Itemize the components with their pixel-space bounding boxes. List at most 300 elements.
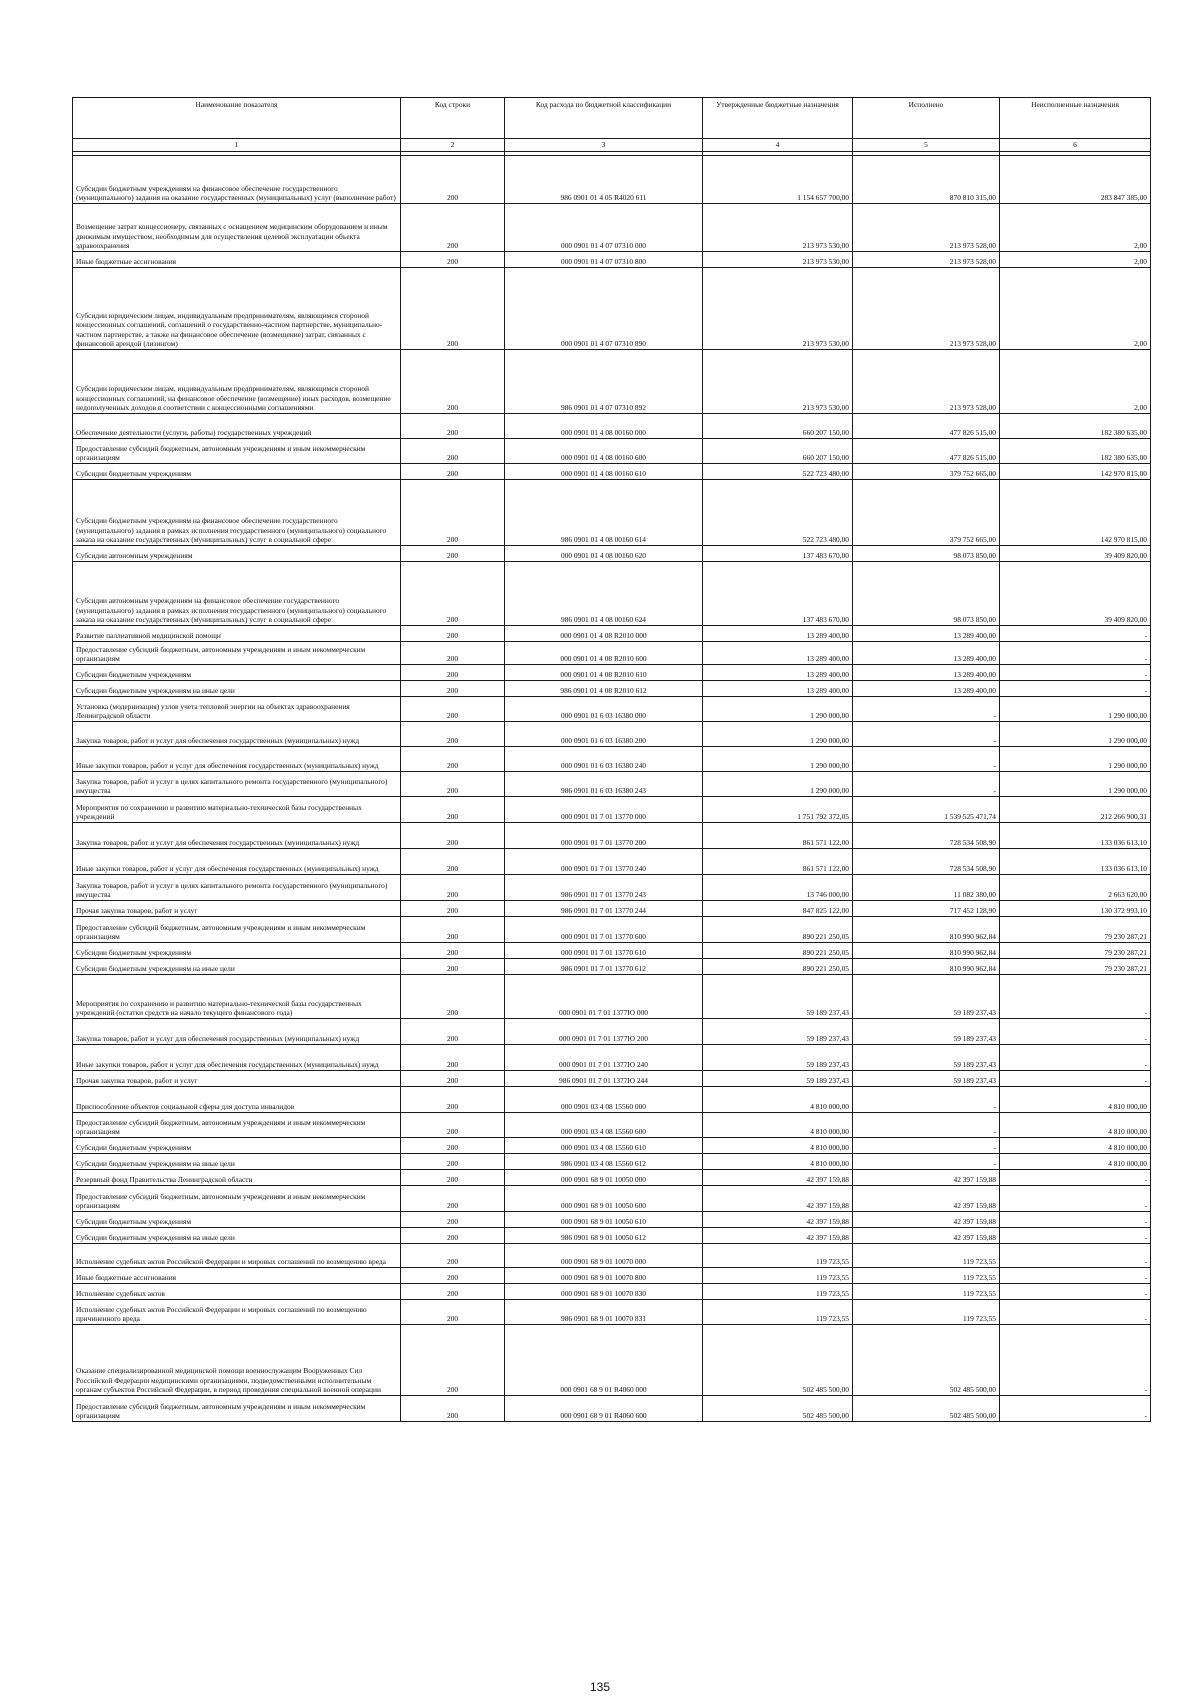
line-code-cell: 200 (401, 1325, 505, 1396)
approved-amount-cell: 4 810 000,00 (703, 1087, 853, 1113)
approved-amount-cell: 42 397 159,88 (703, 1186, 853, 1212)
unexecuted-amount-cell: - (1000, 1396, 1151, 1422)
budget-code-cell: 000 0901 01 7 01 13770 610 (505, 943, 703, 959)
line-code-cell: 200 (401, 626, 505, 642)
budget-code-cell: 986 0901 01 4 08 00160 624 (505, 562, 703, 626)
executed-amount-cell: 42 397 159,88 (853, 1228, 1000, 1244)
approved-amount-cell: 890 221 250,05 (703, 943, 853, 959)
budget-code-cell: 986 0901 03 4 08 15560 612 (505, 1154, 703, 1170)
header-executed: Исполнено (853, 98, 1000, 139)
table-row (73, 350, 1151, 414)
column-number-row (73, 139, 1151, 152)
budget-code-cell: 000 0901 01 7 01 13770 000 (505, 797, 703, 823)
indicator-name-cell: Закупка товаров, работ и услуг в целях капитального ремонта государственного (муниципального) имущества (73, 772, 401, 797)
indicator-name-cell: Субсидии бюджетным учреждениям (73, 1138, 401, 1154)
executed-amount-cell: 477 826 515,00 (853, 439, 1000, 464)
line-code-cell: 200 (401, 1186, 505, 1212)
table-row (73, 959, 1151, 975)
column-number: 2 (401, 139, 505, 152)
unexecuted-amount-cell: 1 290 000,00 (1000, 697, 1151, 722)
budget-code-cell: 000 0901 68 9 01 10050 000 (505, 1170, 703, 1186)
indicator-name-cell: Развитие паллиативной медицинской помощи (73, 626, 401, 642)
budget-code-cell: 000 0901 68 9 01 R4060 600 (505, 1396, 703, 1422)
line-code-cell: 200 (401, 665, 505, 681)
budget-code-cell: 986 0901 01 4 05 R4020 611 (505, 156, 703, 204)
approved-amount-cell: 1 290 000,00 (703, 747, 853, 772)
header-indicator-name: Наименование показателя (73, 98, 401, 139)
unexecuted-amount-cell: 2,00 (1000, 350, 1151, 414)
table-row (73, 439, 1151, 464)
table-row (73, 1396, 1151, 1422)
line-code-cell: 200 (401, 1071, 505, 1087)
unexecuted-amount-cell: - (1000, 642, 1151, 665)
executed-amount-cell: 13 289 400,00 (853, 626, 1000, 642)
table-row (73, 1300, 1151, 1325)
approved-amount-cell: 119 723,55 (703, 1300, 853, 1325)
line-code-cell: 200 (401, 959, 505, 975)
table-row (73, 1138, 1151, 1154)
approved-amount-cell: 213 973 530,00 (703, 204, 853, 252)
approved-amount-cell: 137 483 670,00 (703, 546, 853, 562)
approved-amount-cell: 1 751 792 372,05 (703, 797, 853, 823)
indicator-name-cell: Субсидии бюджетным учреждениям (73, 665, 401, 681)
indicator-name-cell: Закупка товаров, работ и услуг для обеспечения государственных (муниципальных) нужд (73, 1019, 401, 1045)
executed-amount-cell: 810 990 962,84 (853, 959, 1000, 975)
indicator-name-cell: Субсидии бюджетным учреждениям (73, 1212, 401, 1228)
executed-amount-cell: 59 189 237,43 (853, 1019, 1000, 1045)
approved-amount-cell: 660 207 150,00 (703, 439, 853, 464)
table-row (73, 943, 1151, 959)
unexecuted-amount-cell: 283 847 385,00 (1000, 156, 1151, 204)
header-line-code: Код строки (401, 98, 505, 139)
unexecuted-amount-cell: 142 970 815,00 (1000, 464, 1151, 480)
budget-code-cell: 000 0901 01 7 01 13770 240 (505, 849, 703, 875)
executed-amount-cell: 13 289 400,00 (853, 665, 1000, 681)
line-code-cell: 200 (401, 252, 505, 268)
approved-amount-cell: 13 289 400,00 (703, 665, 853, 681)
unexecuted-amount-cell: 39 409 820,00 (1000, 562, 1151, 626)
executed-amount-cell: - (853, 772, 1000, 797)
line-code-cell: 200 (401, 1113, 505, 1138)
executed-amount-cell: 717 452 128,90 (853, 901, 1000, 917)
executed-amount-cell: 213 973 528,00 (853, 350, 1000, 414)
budget-code-cell: 000 0901 01 4 08 R2010 600 (505, 642, 703, 665)
line-code-cell: 200 (401, 480, 505, 546)
indicator-name-cell: Установка (модернизация) узлов учета тепловой энергии на объектах здравоохранения Ленинградской области (73, 697, 401, 722)
executed-amount-cell: 870 810 315,00 (853, 156, 1000, 204)
unexecuted-amount-cell: 142 970 815,00 (1000, 480, 1151, 546)
line-code-cell: 200 (401, 697, 505, 722)
unexecuted-amount-cell: 4 810 000,00 (1000, 1087, 1151, 1113)
line-code-cell: 200 (401, 943, 505, 959)
indicator-name-cell: Исполнение судебных актов (73, 1284, 401, 1300)
indicator-name-cell: Возмещение затрат концессионеру, связанных с оснащением медицинским оборудованием и иным движимым имуществом, необходимым для осуществления целевой эксплуатации объекта здравоохранения (73, 204, 401, 252)
executed-amount-cell: 728 534 508,90 (853, 849, 1000, 875)
budget-code-cell: 986 0901 01 4 07 07310 892 (505, 350, 703, 414)
table-row (73, 797, 1151, 823)
approved-amount-cell: 119 723,55 (703, 1268, 853, 1284)
indicator-name-cell: Субсидии автономным учреждениям (73, 546, 401, 562)
unexecuted-amount-cell: 133 036 613,10 (1000, 823, 1151, 849)
approved-amount-cell: 13 289 400,00 (703, 681, 853, 697)
unexecuted-amount-cell: 39 409 820,00 (1000, 546, 1151, 562)
executed-amount-cell: 42 397 159,88 (853, 1212, 1000, 1228)
approved-amount-cell: 59 189 237,43 (703, 975, 853, 1019)
approved-amount-cell: 890 221 250,05 (703, 959, 853, 975)
line-code-cell: 200 (401, 1228, 505, 1244)
table-row (73, 1071, 1151, 1087)
executed-amount-cell: 810 990 962,84 (853, 917, 1000, 943)
indicator-name-cell: Закупка товаров, работ и услуг для обеспечения государственных (муниципальных) нужд (73, 722, 401, 747)
table-row (73, 849, 1151, 875)
indicator-name-cell: Иные закупки товаров, работ и услуг для обеспечения государственных (муниципальных) нужд (73, 849, 401, 875)
table-row (73, 681, 1151, 697)
unexecuted-amount-cell: 2,00 (1000, 252, 1151, 268)
line-code-cell: 200 (401, 849, 505, 875)
header-unexecuted: Неисполненные назначения (1000, 98, 1151, 139)
unexecuted-amount-cell: 79 230 287,21 (1000, 943, 1151, 959)
executed-amount-cell: 59 189 237,43 (853, 1071, 1000, 1087)
indicator-name-cell: Субсидии бюджетным учреждениям (73, 943, 401, 959)
line-code-cell: 200 (401, 1244, 505, 1268)
table-row (73, 1228, 1151, 1244)
indicator-name-cell: Закупка товаров, работ и услуг для обеспечения государственных (муниципальных) нужд (73, 823, 401, 849)
line-code-cell: 200 (401, 1300, 505, 1325)
budget-code-cell: 000 0901 01 4 08 R2010 610 (505, 665, 703, 681)
table-row (73, 1087, 1151, 1113)
approved-amount-cell: 213 973 530,00 (703, 350, 853, 414)
executed-amount-cell: 42 397 159,88 (853, 1170, 1000, 1186)
column-number: 4 (703, 139, 853, 152)
budget-code-cell: 000 0901 68 9 01 10070 000 (505, 1244, 703, 1268)
unexecuted-amount-cell: 182 380 635,00 (1000, 414, 1151, 439)
executed-amount-cell: 810 990 962,84 (853, 943, 1000, 959)
line-code-cell: 200 (401, 772, 505, 797)
budget-code-cell: 000 0901 03 4 08 15560 600 (505, 1113, 703, 1138)
budget-code-cell: 000 0901 68 9 01 R4060 000 (505, 1325, 703, 1396)
column-number: 5 (853, 139, 1000, 152)
indicator-name-cell: Прочая закупка товаров, работ и услуг (73, 1071, 401, 1087)
unexecuted-amount-cell: 79 230 287,21 (1000, 959, 1151, 975)
indicator-name-cell: Предоставление субсидий бюджетным, автономным учреждениям и иным некоммерческим организациям (73, 1396, 401, 1422)
approved-amount-cell: 119 723,55 (703, 1284, 853, 1300)
budget-code-cell: 000 0901 01 4 08 00160 620 (505, 546, 703, 562)
unexecuted-amount-cell: - (1000, 1071, 1151, 1087)
table-row (73, 252, 1151, 268)
approved-amount-cell: 13 289 400,00 (703, 626, 853, 642)
indicator-name-cell: Субсидии юридическим лицам, индивидуальным предпринимателям, являющимся стороной концессионных соглашений, соглашений о государственно-частном партнерстве, муниципально-частном партнерстве, а также на финансовое обеспечение (возмещение) затрат, связанных с финансовой арендой (лизингом) (73, 268, 401, 350)
line-code-cell: 200 (401, 1284, 505, 1300)
table-row (73, 1154, 1151, 1170)
executed-amount-cell: - (853, 1113, 1000, 1138)
line-code-cell: 200 (401, 722, 505, 747)
indicator-name-cell: Иные бюджетные ассигнования (73, 1268, 401, 1284)
budget-code-cell: 000 0901 01 4 07 07310 800 (505, 252, 703, 268)
unexecuted-amount-cell: - (1000, 1019, 1151, 1045)
budget-code-cell: 000 0901 01 4 07 07310 890 (505, 268, 703, 350)
indicator-name-cell: Предоставление субсидий бюджетным, автономным учреждениям и иным некоммерческим организациям (73, 1113, 401, 1138)
table-row (73, 875, 1151, 901)
table-row (73, 917, 1151, 943)
approved-amount-cell: 42 397 159,88 (703, 1228, 853, 1244)
line-code-cell: 200 (401, 464, 505, 480)
budget-code-cell: 986 0901 01 7 01 13770 243 (505, 875, 703, 901)
executed-amount-cell: 59 189 237,43 (853, 1045, 1000, 1071)
table-row (73, 901, 1151, 917)
line-code-cell: 200 (401, 1045, 505, 1071)
approved-amount-cell: 119 723,55 (703, 1244, 853, 1268)
unexecuted-amount-cell: 1 290 000,00 (1000, 722, 1151, 747)
executed-amount-cell: 213 973 528,00 (853, 204, 1000, 252)
unexecuted-amount-cell: 4 810 000,00 (1000, 1113, 1151, 1138)
table-row (73, 1284, 1151, 1300)
budget-code-cell: 000 0901 01 7 01 1377Ю 000 (505, 975, 703, 1019)
budget-code-cell: 000 0901 01 6 03 16380 240 (505, 747, 703, 772)
budget-code-cell: 000 0901 01 4 07 07310 000 (505, 204, 703, 252)
unexecuted-amount-cell: 4 810 000,00 (1000, 1138, 1151, 1154)
table-row (73, 1113, 1151, 1138)
unexecuted-amount-cell: - (1000, 681, 1151, 697)
indicator-name-cell: Мероприятия по сохранению и развитию материально-технической базы государственных учреждений (остатки средств на начало текущего финансового года) (73, 975, 401, 1019)
indicator-name-cell: Предоставление субсидий бюджетным, автономным учреждениям и иным некоммерческим организациям (73, 1186, 401, 1212)
budget-code-cell: 986 0901 01 4 08 00160 614 (505, 480, 703, 546)
budget-code-cell: 986 0901 68 9 01 10050 612 (505, 1228, 703, 1244)
table-row (73, 772, 1151, 797)
line-code-cell: 200 (401, 1154, 505, 1170)
approved-amount-cell: 1 154 657 700,00 (703, 156, 853, 204)
indicator-name-cell: Субсидии бюджетным учреждениям (73, 464, 401, 480)
line-code-cell: 200 (401, 204, 505, 252)
table-row (73, 642, 1151, 665)
budget-code-cell: 000 0901 01 4 08 R2010 000 (505, 626, 703, 642)
approved-amount-cell: 502 485 500,00 (703, 1396, 853, 1422)
table-row (73, 626, 1151, 642)
unexecuted-amount-cell: 2,00 (1000, 204, 1151, 252)
table-row (73, 722, 1151, 747)
table-row (73, 562, 1151, 626)
unexecuted-amount-cell: - (1000, 1045, 1151, 1071)
budget-code-cell: 986 0901 01 7 01 13770 612 (505, 959, 703, 975)
approved-amount-cell: 1 290 000,00 (703, 722, 853, 747)
unexecuted-amount-cell: - (1000, 1284, 1151, 1300)
unexecuted-amount-cell: 1 290 000,00 (1000, 772, 1151, 797)
executed-amount-cell: 502 485 500,00 (853, 1396, 1000, 1422)
unexecuted-amount-cell: - (1000, 626, 1151, 642)
approved-amount-cell: 522 723 480,00 (703, 464, 853, 480)
unexecuted-amount-cell: - (1000, 1212, 1151, 1228)
approved-amount-cell: 213 973 530,00 (703, 268, 853, 350)
line-code-cell: 200 (401, 350, 505, 414)
approved-amount-cell: 861 571 122,00 (703, 849, 853, 875)
table-body (73, 156, 1151, 1422)
budget-code-cell: 000 0901 01 6 03 16380 200 (505, 722, 703, 747)
indicator-name-cell: Субсидии бюджетным учреждениям на иные цели (73, 1154, 401, 1170)
approved-amount-cell: 137 483 670,00 (703, 562, 853, 626)
table-row (73, 1186, 1151, 1212)
executed-amount-cell: 13 289 400,00 (853, 642, 1000, 665)
executed-amount-cell: - (853, 1138, 1000, 1154)
indicator-name-cell: Иные бюджетные ассигнования (73, 252, 401, 268)
budget-code-cell: 000 0901 03 4 08 15560 000 (505, 1087, 703, 1113)
indicator-name-cell: Иные закупки товаров, работ и услуг для обеспечения государственных (муниципальных) нужд (73, 747, 401, 772)
executed-amount-cell: 477 826 515,00 (853, 414, 1000, 439)
line-code-cell: 200 (401, 681, 505, 697)
approved-amount-cell: 13 289 400,00 (703, 642, 853, 665)
approved-amount-cell: 1 290 000,00 (703, 697, 853, 722)
indicator-name-cell: Иные закупки товаров, работ и услуг для обеспечения государственных (муниципальных) нужд (73, 1045, 401, 1071)
budget-code-cell: 000 0901 03 4 08 15560 610 (505, 1138, 703, 1154)
table-row (73, 414, 1151, 439)
indicator-name-cell: Приспособление объектов социальной сферы для доступа инвалидов (73, 1087, 401, 1113)
unexecuted-amount-cell: 133 036 613,10 (1000, 849, 1151, 875)
line-code-cell: 200 (401, 747, 505, 772)
table-row (73, 204, 1151, 252)
line-code-cell: 200 (401, 901, 505, 917)
unexecuted-amount-cell: 79 230 287,21 (1000, 917, 1151, 943)
line-code-cell: 200 (401, 975, 505, 1019)
indicator-name-cell: Резервный фонд Правительства Ленинградской области (73, 1170, 401, 1186)
indicator-name-cell: Прочая закупка товаров, работ и услуг (73, 901, 401, 917)
unexecuted-amount-cell: 212 266 900,31 (1000, 797, 1151, 823)
budget-code-cell: 000 0901 01 4 08 00160 610 (505, 464, 703, 480)
budget-code-cell: 986 0901 01 4 08 R2010 612 (505, 681, 703, 697)
header-approved: Утвержденные бюджетные назначения (703, 98, 853, 139)
line-code-cell: 200 (401, 439, 505, 464)
table-row (73, 747, 1151, 772)
approved-amount-cell: 59 189 237,43 (703, 1045, 853, 1071)
table-row (73, 1019, 1151, 1045)
approved-amount-cell: 213 973 530,00 (703, 252, 853, 268)
line-code-cell: 200 (401, 268, 505, 350)
line-code-cell: 200 (401, 414, 505, 439)
line-code-cell: 200 (401, 1268, 505, 1284)
budget-execution-table (72, 97, 1151, 1422)
budget-code-cell: 000 0901 68 9 01 10070 800 (505, 1268, 703, 1284)
line-code-cell: 200 (401, 797, 505, 823)
approved-amount-cell: 42 397 159,88 (703, 1170, 853, 1186)
indicator-name-cell: Исполнение судебных актов Российской Федерации и мировых соглашений по возмещению вреда (73, 1244, 401, 1268)
unexecuted-amount-cell: 2 663 620,00 (1000, 875, 1151, 901)
header-row (73, 98, 1151, 139)
budget-code-cell: 000 0901 68 9 01 10050 600 (505, 1186, 703, 1212)
indicator-name-cell: Субсидии бюджетным учреждениям на финансовое обеспечение государственного (муниципального) задания в рамках исполнения государственного (муниципального) социального заказа на оказание государственных (муниципальных) услуг в социальной сфере (73, 480, 401, 546)
table-row (73, 1212, 1151, 1228)
table-row (73, 546, 1151, 562)
indicator-name-cell: Мероприятия по сохранению и развитию материально-технической базы государственных учреждений (73, 797, 401, 823)
executed-amount-cell: 213 973 528,00 (853, 268, 1000, 350)
table-row (73, 268, 1151, 350)
indicator-name-cell: Субсидии бюджетным учреждениям на финансовое обеспечение государственного (муниципального) задания на оказание государственных (муниципальных) услуг (выполнение работ) (73, 156, 401, 204)
unexecuted-amount-cell: - (1000, 1244, 1151, 1268)
line-code-cell: 200 (401, 156, 505, 204)
executed-amount-cell: 13 289 400,00 (853, 681, 1000, 697)
column-number: 1 (73, 139, 401, 152)
indicator-name-cell: Субсидии бюджетным учреждениям на иные цели (73, 1228, 401, 1244)
table-row (73, 1244, 1151, 1268)
approved-amount-cell: 1 290 000,00 (703, 772, 853, 797)
table-row (73, 823, 1151, 849)
unexecuted-amount-cell: 130 372 993,10 (1000, 901, 1151, 917)
budget-code-cell: 000 0901 01 7 01 13770 600 (505, 917, 703, 943)
unexecuted-amount-cell: - (1000, 1186, 1151, 1212)
approved-amount-cell: 42 397 159,88 (703, 1212, 853, 1228)
indicator-name-cell: Обеспечение деятельности (услуги, работы) государственных учреждений (73, 414, 401, 439)
indicator-name-cell: Субсидии юридическим лицам, индивидуальным предпринимателям, являющимся стороной концессионных соглашений, на финансовое обеспечение (возмещение) иных расходов, возмещение недополученных доходов в соответствии с концессионными соглашениями (73, 350, 401, 414)
approved-amount-cell: 890 221 250,05 (703, 917, 853, 943)
table-row (73, 464, 1151, 480)
executed-amount-cell: 98 073 850,00 (853, 546, 1000, 562)
budget-code-cell: 000 0901 01 4 08 00160 600 (505, 439, 703, 464)
unexecuted-amount-cell: - (1000, 1228, 1151, 1244)
table-row (73, 1170, 1151, 1186)
indicator-name-cell: Исполнение судебных актов Российской Федерации и мировых соглашений по возмещению причиненного вреда (73, 1300, 401, 1325)
unexecuted-amount-cell: 2,00 (1000, 268, 1151, 350)
executed-amount-cell: 119 723,55 (853, 1244, 1000, 1268)
indicator-name-cell: Закупка товаров, работ и услуг в целях капитального ремонта государственного (муниципального) имущества (73, 875, 401, 901)
executed-amount-cell: - (853, 747, 1000, 772)
executed-amount-cell: 119 723,55 (853, 1268, 1000, 1284)
executed-amount-cell: - (853, 697, 1000, 722)
executed-amount-cell: 98 073 850,00 (853, 562, 1000, 626)
approved-amount-cell: 4 810 000,00 (703, 1154, 853, 1170)
indicator-name-cell: Предоставление субсидий бюджетным, автономным учреждениям и иным некоммерческим организациям (73, 642, 401, 665)
unexecuted-amount-cell: 4 810 000,00 (1000, 1154, 1151, 1170)
executed-amount-cell: 119 723,55 (853, 1284, 1000, 1300)
line-code-cell: 200 (401, 875, 505, 901)
unexecuted-amount-cell: - (1000, 1300, 1151, 1325)
indicator-name-cell: Субсидии бюджетным учреждениям на иные цели (73, 681, 401, 697)
approved-amount-cell: 4 810 000,00 (703, 1113, 853, 1138)
indicator-name-cell: Предоставление субсидий бюджетным, автономным учреждениям и иным некоммерческим организациям (73, 439, 401, 464)
table-row (73, 665, 1151, 681)
table-row (73, 975, 1151, 1019)
line-code-cell: 200 (401, 823, 505, 849)
unexecuted-amount-cell: 182 380 635,00 (1000, 439, 1151, 464)
budget-code-cell: 000 0901 68 9 01 10070 830 (505, 1284, 703, 1300)
table-row (73, 1268, 1151, 1284)
line-code-cell: 200 (401, 546, 505, 562)
table-row (73, 697, 1151, 722)
line-code-cell: 200 (401, 1138, 505, 1154)
approved-amount-cell: 522 723 480,00 (703, 480, 853, 546)
line-code-cell: 200 (401, 1396, 505, 1422)
line-code-cell: 200 (401, 642, 505, 665)
executed-amount-cell: 213 973 528,00 (853, 252, 1000, 268)
executed-amount-cell: - (853, 1154, 1000, 1170)
table-row (73, 480, 1151, 546)
budget-code-cell: 986 0901 01 7 01 1377Ю 244 (505, 1071, 703, 1087)
page-number: 135 (589, 1680, 611, 1694)
executed-amount-cell: - (853, 1087, 1000, 1113)
indicator-name-cell: Субсидии бюджетным учреждениям на иные цели (73, 959, 401, 975)
executed-amount-cell: 1 539 525 471,74 (853, 797, 1000, 823)
executed-amount-cell: 502 485 500,00 (853, 1325, 1000, 1396)
executed-amount-cell: 379 752 665,00 (853, 480, 1000, 546)
executed-amount-cell: 119 723,55 (853, 1300, 1000, 1325)
line-code-cell: 200 (401, 1212, 505, 1228)
table-row (73, 1325, 1151, 1396)
budget-code-cell: 986 0901 01 7 01 13770 244 (505, 901, 703, 917)
budget-code-cell: 000 0901 01 7 01 1377Ю 240 (505, 1045, 703, 1071)
column-number: 3 (505, 139, 703, 152)
unexecuted-amount-cell: - (1000, 1325, 1151, 1396)
indicator-name-cell: Предоставление субсидий бюджетным, автономным учреждениям и иным некоммерческим организациям (73, 917, 401, 943)
executed-amount-cell: - (853, 722, 1000, 747)
approved-amount-cell: 660 207 150,00 (703, 414, 853, 439)
indicator-name-cell: Оказание специализированной медицинской помощи военнослужащим Вооруженных Сил Российской Федерации медицинскими организациями, подведомственными исполнительным органам субъектов Российской Федерации, в период проведения специальной военной операции (73, 1325, 401, 1396)
line-code-cell: 200 (401, 1170, 505, 1186)
budget-code-cell: 986 0901 01 6 03 16380 243 (505, 772, 703, 797)
